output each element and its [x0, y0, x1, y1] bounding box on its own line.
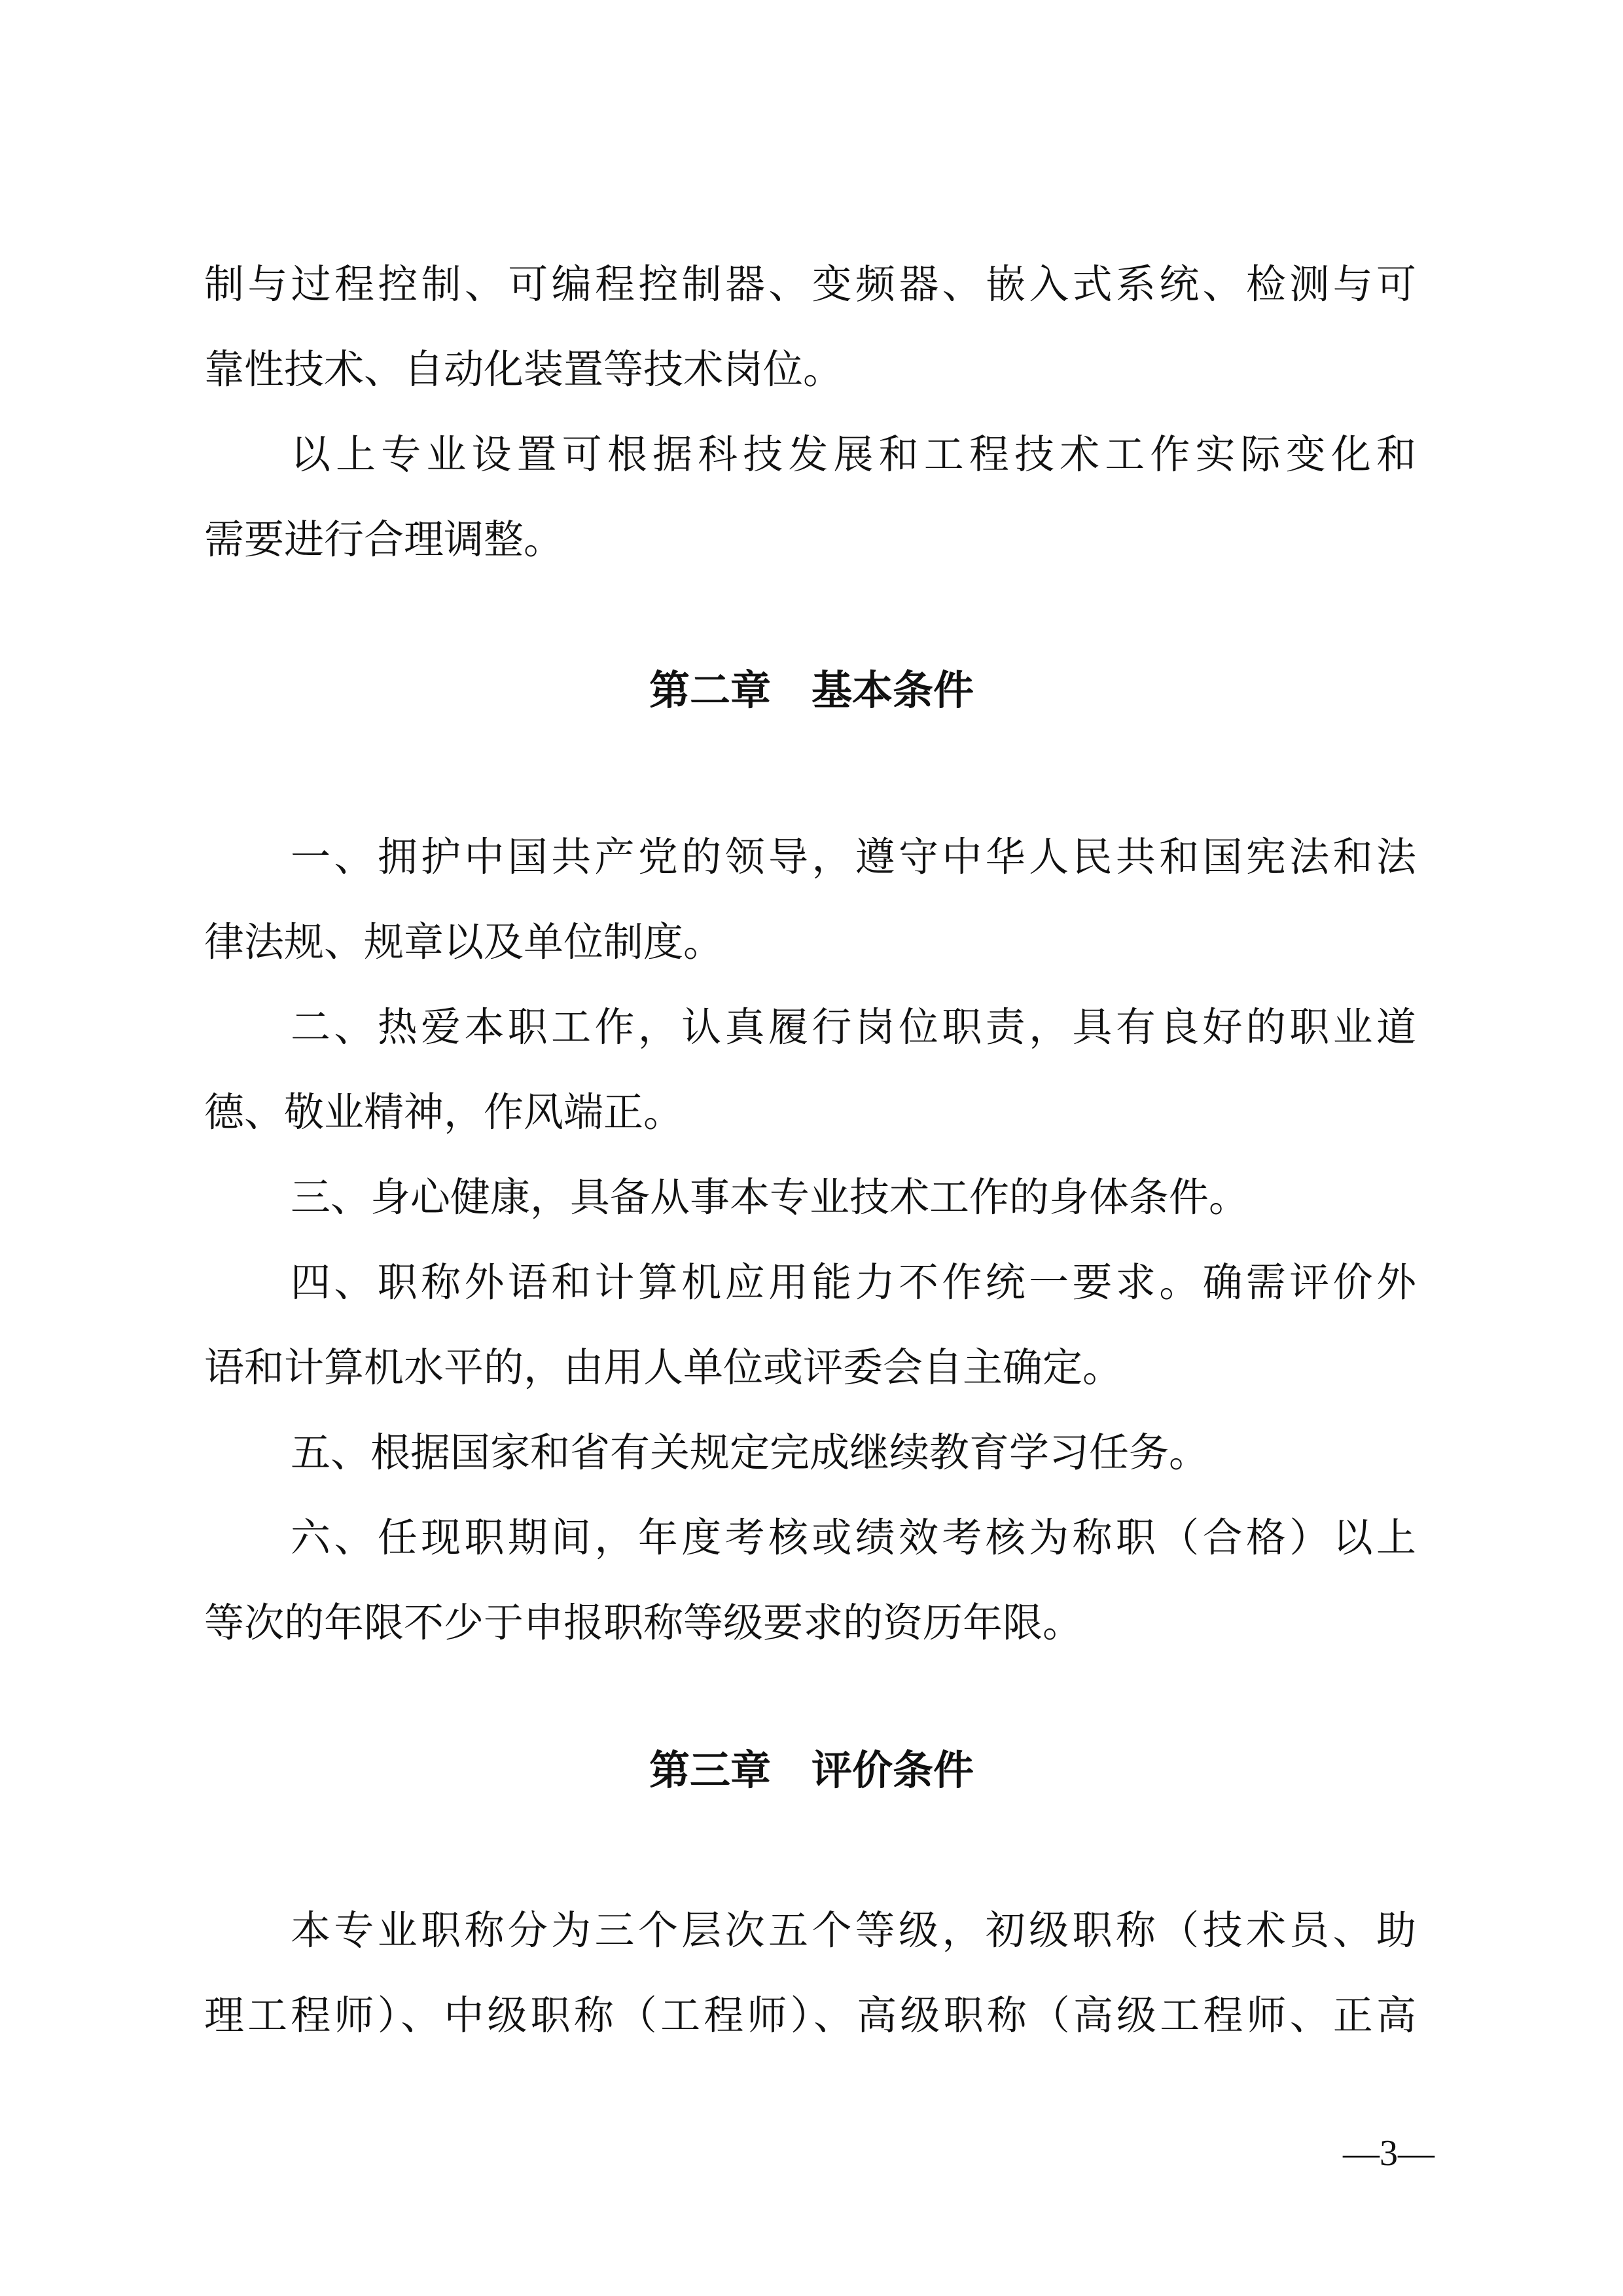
paragraph-line: 以上专业设置可根据科技发展和工程技术工作实际变化和 — [291, 431, 1416, 478]
list-item-line: 四、职称外语和计算机应用能力不作统一要求。确需评价外 — [291, 1259, 1416, 1306]
paragraph-line: 制与过程控制、可编程控制器、变频器、嵌入式系统、检测与可 — [204, 261, 1416, 308]
list-item-line: 三、身心健康，具备从事本专业技术工作的身体条件。 — [291, 1174, 1249, 1221]
paragraph-line: 需要进行合理调整。 — [204, 516, 564, 563]
list-item-line: 语和计算机水平的，由用人单位或评委会自主确定。 — [204, 1344, 1123, 1391]
chapter-heading: 第二章 基本条件 — [649, 666, 974, 714]
list-item-line: 六、任现职期间，年度考核或绩效考核为称职（合格）以上 — [291, 1515, 1416, 1561]
list-item-line: 德、敬业精神，作风端正。 — [204, 1089, 684, 1136]
list-item-line: 一、拥护中国共产党的领导，遵守中华人民共和国宪法和法 — [291, 834, 1416, 880]
chapter-heading: 第三章 评价条件 — [649, 1746, 974, 1794]
paragraph-line: 靠性技术、自动化装置等技术岗位。 — [204, 346, 844, 393]
paragraph-line: 理工程师）、中级职称（工程师）、高级职称（高级工程师、正高 — [204, 1992, 1416, 2039]
list-item-line: 二、热爱本职工作，认真履行岗位职责，具有良好的职业道 — [291, 1004, 1416, 1050]
page-number: —3— — [1343, 2133, 1435, 2174]
paragraph-line: 本专业职称分为三个层次五个等级，初级职称（技术员、助 — [291, 1907, 1416, 1954]
list-item-line: 律法规、规章以及单位制度。 — [204, 919, 724, 965]
list-item-line: 五、根据国家和省有关规定完成继续教育学习任务。 — [291, 1429, 1209, 1476]
list-item-line: 等次的年限不少于申报职称等级要求的资历年限。 — [204, 1600, 1083, 1646]
